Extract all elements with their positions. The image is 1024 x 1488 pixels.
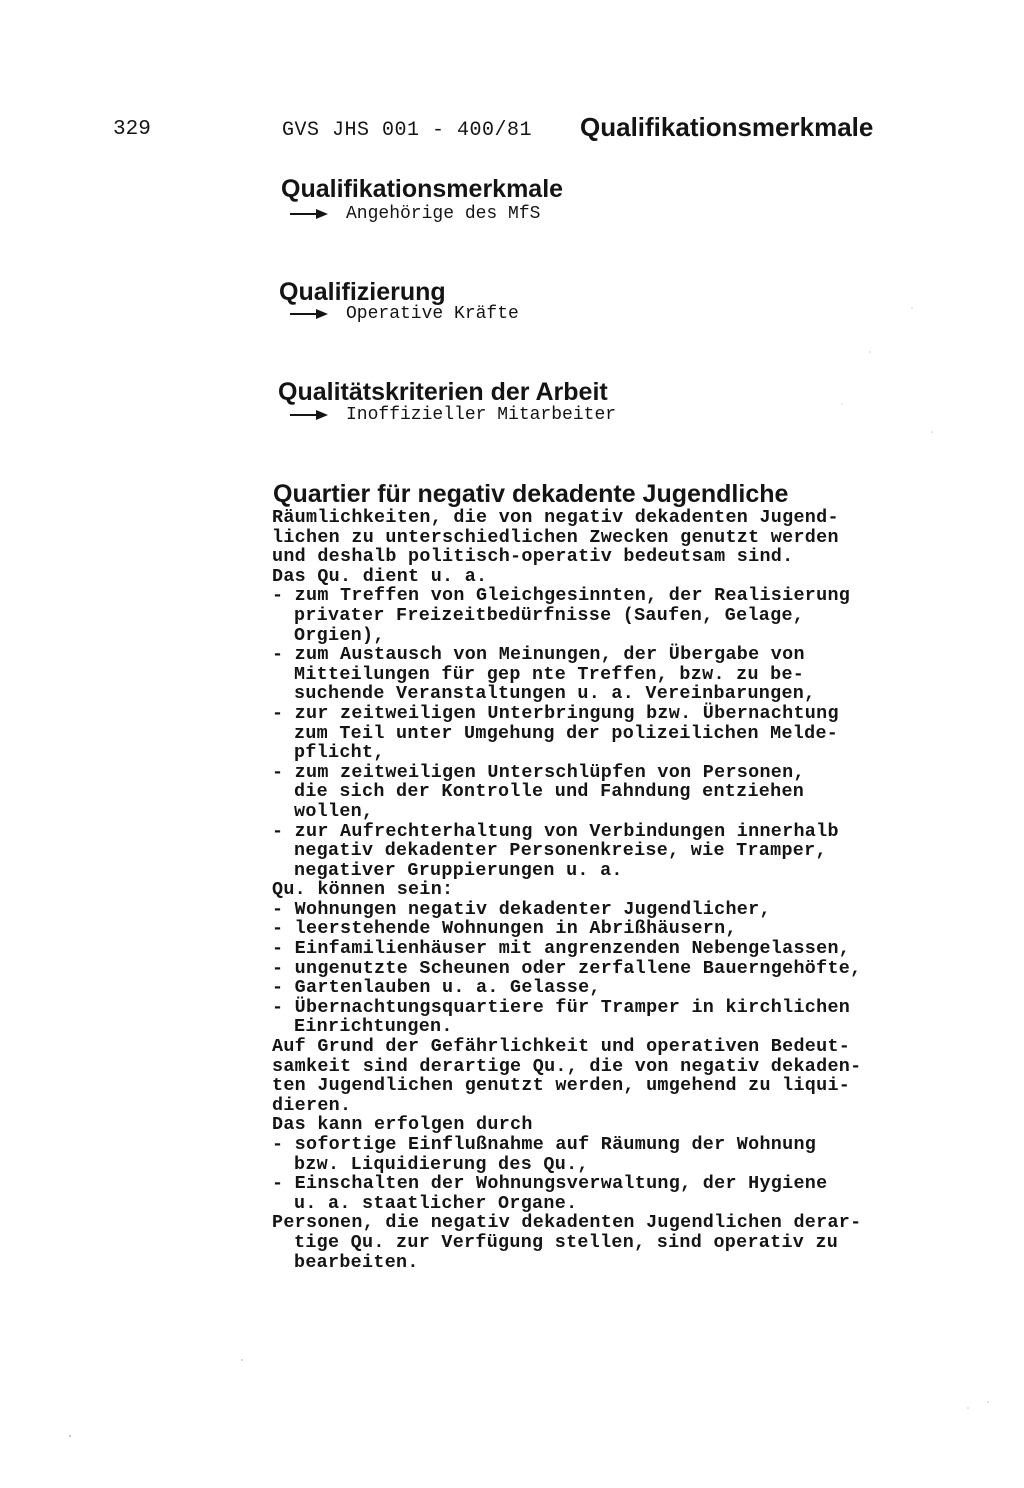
body-line: ten Jugendlichen genutzt werden, umgehend zu liqui- — [272, 1075, 851, 1097]
body-line: Das kann erfolgen durch — [272, 1114, 533, 1136]
body-line: pflicht, — [294, 742, 385, 764]
body-line: - Gartenlauben u. a. Gelasse, — [272, 977, 601, 999]
body-line: dieren. — [272, 1094, 352, 1116]
body-line: die sich der Kontrolle und Fahndung entziehen — [294, 781, 805, 803]
arrow-right-icon — [290, 208, 330, 220]
arrow-right-icon — [290, 308, 330, 320]
entry-title: Qualifikationsmerkmale — [281, 175, 564, 203]
body-line: - Übernachtungsquartiere für Tramper in kirchlichen — [272, 996, 851, 1018]
cross-reference — [290, 304, 519, 324]
body-line: negativer Gruppierungen u. a. — [294, 859, 623, 881]
cross-reference-target: Inoffizieller Mitarbeiter — [346, 405, 617, 425]
body-line: - zum Austausch von Meinungen, der Übergabe von — [272, 644, 805, 666]
body-line: - ungenutzte Scheunen oder zerfallene Bauerngehöfte, — [272, 957, 862, 979]
body-line: bearbeiten. — [294, 1251, 419, 1273]
body-line: - Einschalten der Wohnungsverwaltung, der Hygiene — [272, 1173, 828, 1195]
document-reference: GVS JHS 001 - 400/81 — [282, 119, 533, 142]
body-line: Orgien), — [294, 624, 385, 646]
body-line: Räumlichkeiten, die von negativ dekadenten Jugend- — [272, 507, 839, 528]
body-line: - zur Aufrechterhaltung von Verbindungen innerhalb — [272, 820, 839, 842]
body-line: tige Qu. zur Verfügung stellen, sind operativ zu — [294, 1231, 839, 1253]
body-line: privater Freizeitbedürfnisse (Saufen, Gelage, — [294, 604, 805, 626]
body-line: - zum Treffen von Gleichgesinnten, der Realisierung — [272, 585, 851, 607]
body-line: - zur zeitweiligen Unterbringung bzw. Übernachtung — [272, 702, 839, 724]
body-line: negativ dekadenter Personenkreise, wie Tramper, — [294, 840, 827, 862]
body-line: u. a. staatlicher Organe. — [294, 1192, 578, 1214]
body-line: - zum zeitweiligen Unterschlüpfen von Personen, — [272, 761, 805, 783]
running-head: Qualifikationsmerkmale — [580, 112, 874, 142]
body-line: zum Teil unter Umgehung der polizeilichen Melde- — [294, 722, 839, 744]
entry-title: Qualifizierung — [279, 278, 446, 306]
cross-reference — [290, 405, 616, 425]
body-line: bzw. Liquidierung des Qu., — [294, 1153, 589, 1175]
body-line: Qu. können sein: — [272, 879, 454, 901]
page-header — [0, 112, 1024, 148]
cross-reference-target: Angehörige des MfS — [346, 204, 541, 224]
body-line: - Einfamilienhäuser mit angrenzenden Nebengelassen, — [272, 938, 851, 960]
body-line: Personen, die negativ dekadenten Jugendlichen derar- — [272, 1212, 862, 1234]
entry-body-text — [272, 508, 922, 1272]
body-line: wollen, — [294, 800, 374, 822]
body-line: - Wohnungen negativ dekadenter Jugendlicher, — [272, 898, 771, 920]
body-line: Auf Grund der Gefährlichkeit und operativen Bedeut- — [272, 1036, 851, 1058]
body-line: und deshalb politisch-operativ bedeutsam sind. — [272, 546, 794, 568]
body-line: - sofortige Einflußnahme auf Räumung der Wohnung — [272, 1134, 817, 1155]
cross-reference-target: Operative Kräfte — [346, 304, 519, 324]
body-line: Einrichtungen. — [294, 1016, 453, 1038]
body-line: suchende Veranstaltungen u. a. Vereinbarungen, — [294, 683, 816, 705]
entry-title: Quartier für negativ dekadente Jugendliche — [273, 480, 789, 508]
body-line: samkeit sind derartige Qu., die von negativ dekaden- — [272, 1055, 862, 1077]
body-line: - leerstehende Wohnungen in Abrißhäusern, — [272, 918, 737, 940]
body-line: lichen zu unterschiedlichen Zwecken genutzt werden — [272, 526, 839, 548]
entry-title: Qualitätskriterien der Arbeit — [278, 378, 608, 406]
body-line: Das Qu. dient u. a. — [272, 565, 488, 587]
body-line: Mitteilungen für gep nte Treffen, bzw. zu be- — [294, 663, 805, 685]
cross-reference — [290, 204, 540, 224]
arrow-right-icon — [290, 409, 330, 421]
page-number: 329 — [113, 118, 151, 141]
